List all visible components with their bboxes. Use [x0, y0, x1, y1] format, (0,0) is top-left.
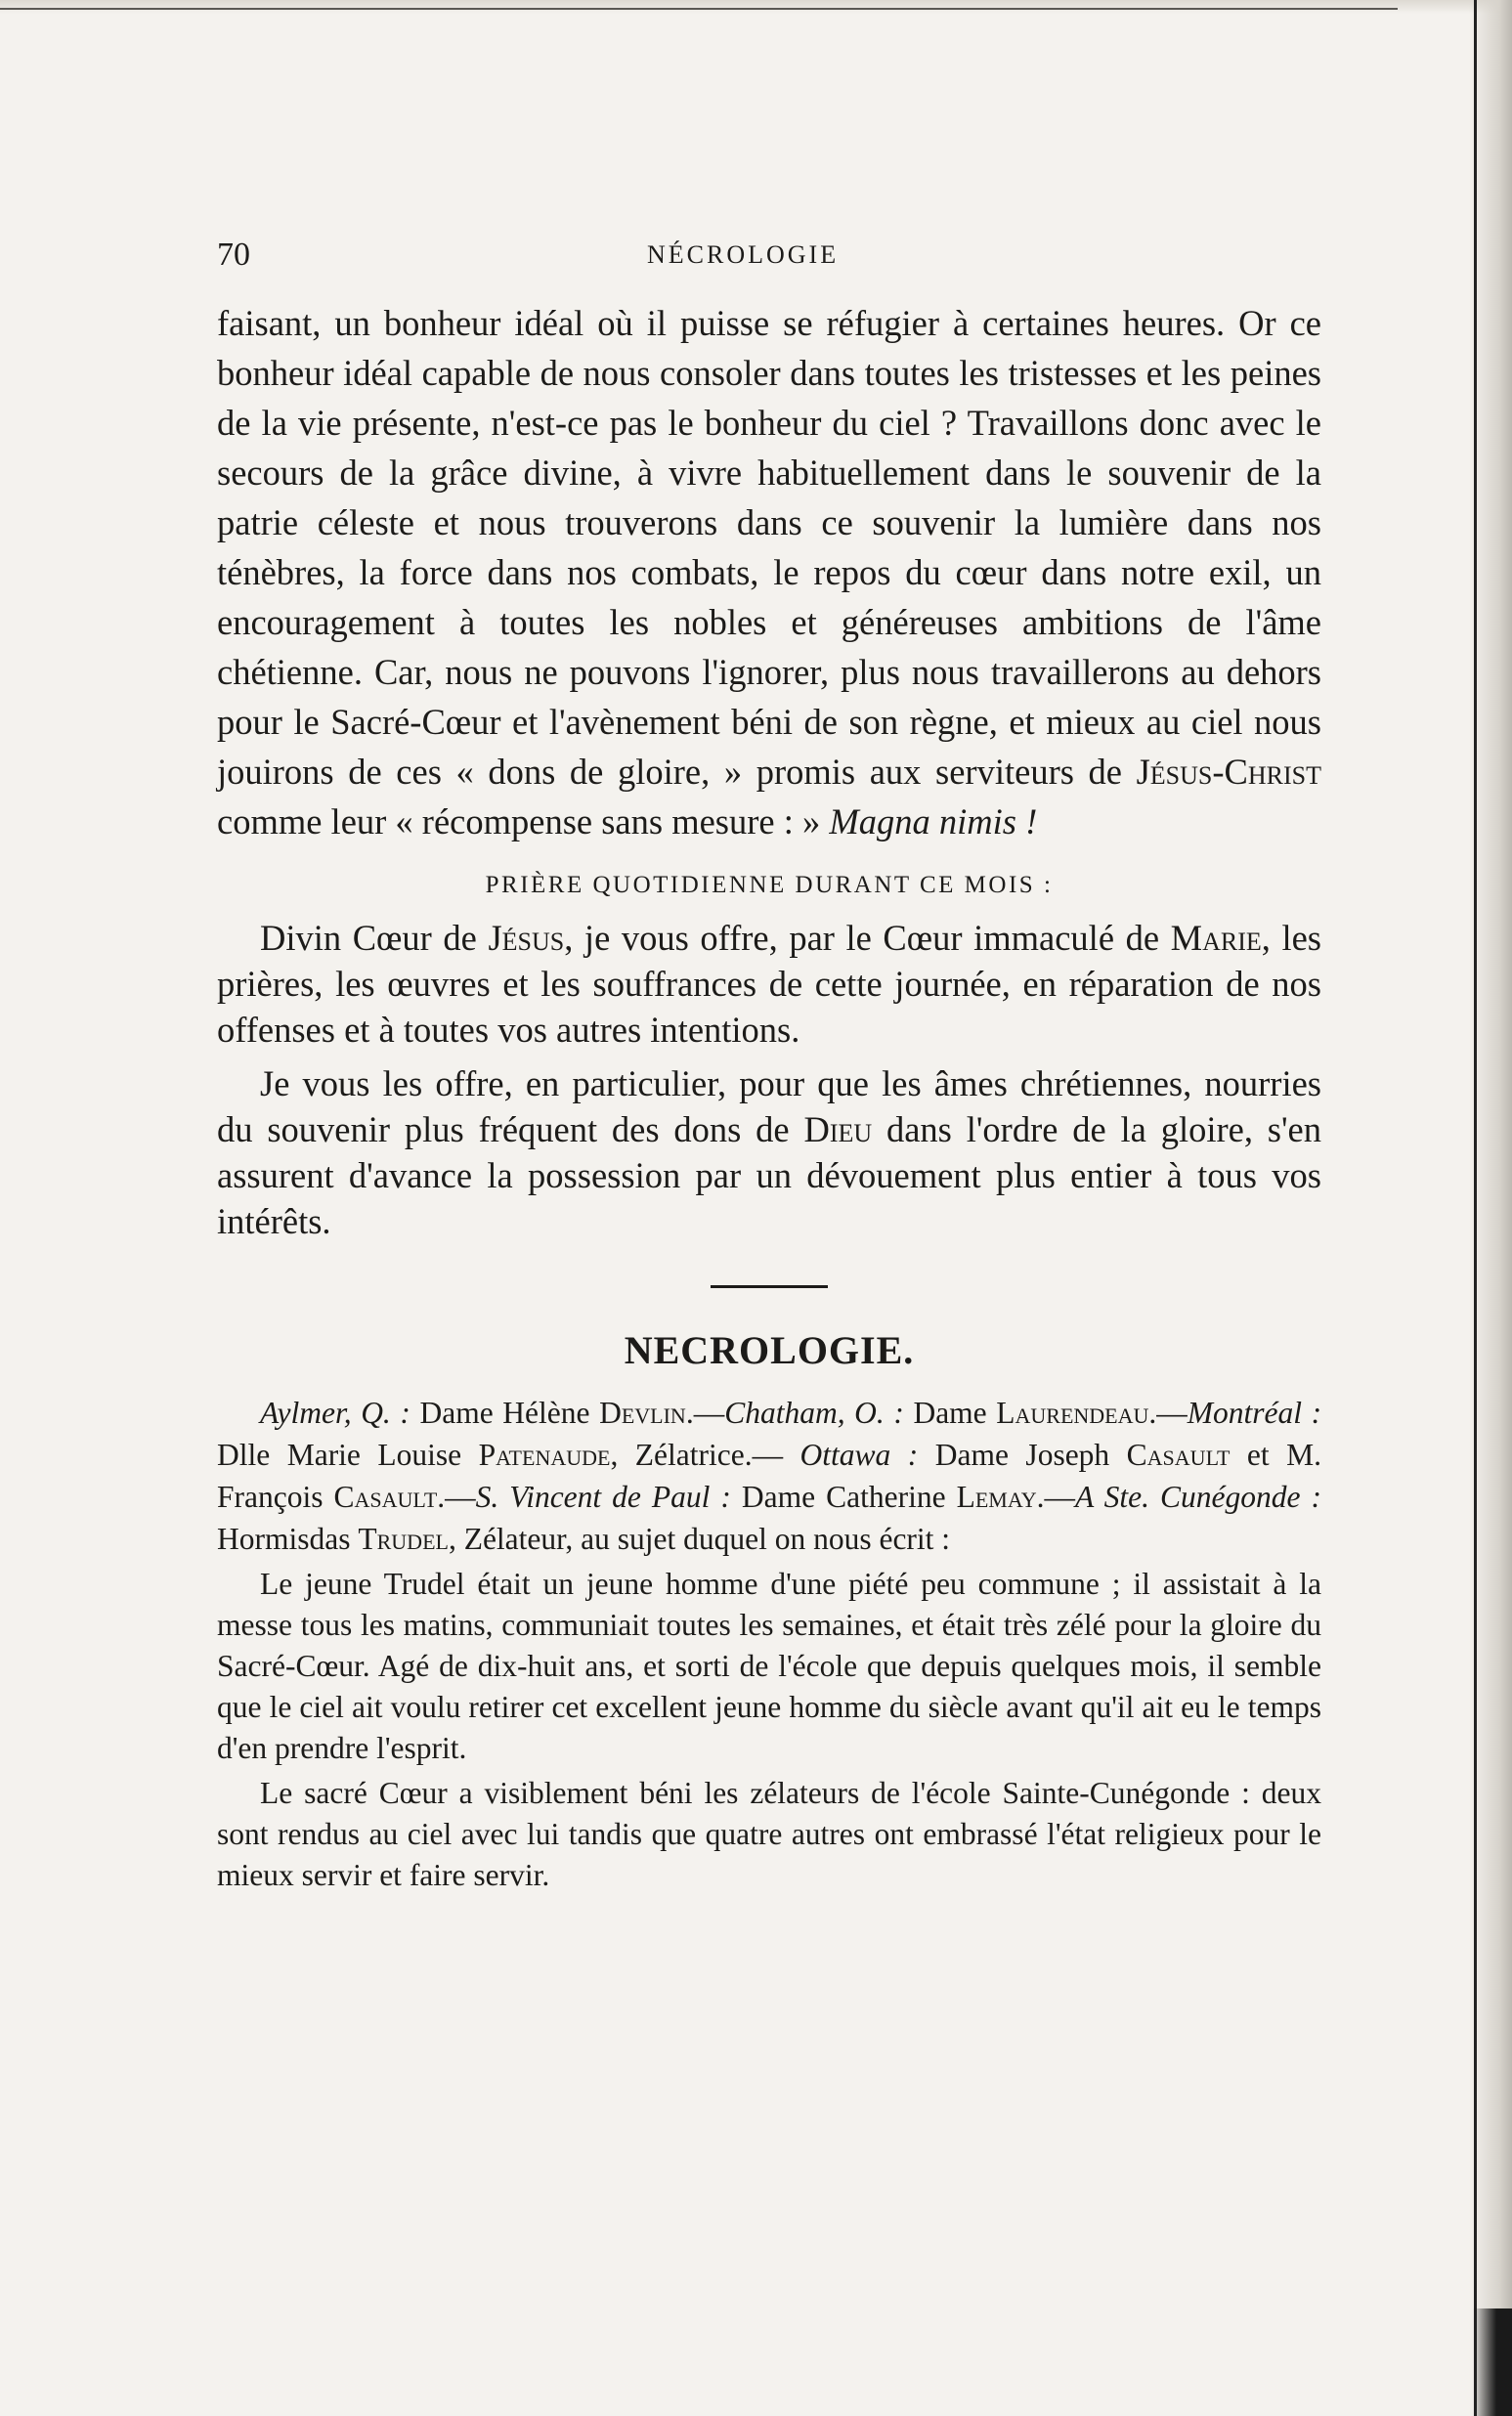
- surname-patenaude: Patenaude: [478, 1438, 611, 1472]
- surname-trudel: Trudel: [358, 1522, 449, 1556]
- obit-text: , Zélatrice.—: [610, 1438, 784, 1472]
- prayer-text: , je vous offre, par le Cœur immaculé de: [564, 918, 1160, 958]
- place-aylmer: Aylmer, Q. :: [260, 1396, 410, 1430]
- prayer-paragraph-2: [217, 1060, 1321, 1244]
- main-paragraph-text: faisant, un bonheur idéal où il puisse se réfugier à certaines heures. Or ce bonheur idéal capable de nous consoler dans toutes les tristesses et les peines de la vie présente, n'est-ce pas le bonheur du ciel ? Travaillons donc avec le secours de la grâce divine, à vivre habituellement dans le souvenir de la patrie céleste et nous trouverons dans ce souvenir la lumière dans nos ténèbres, la force dans nos combats, le repos du cœur dans notre exil, un encouragement à toutes les nobles et généreuses ambitions de l'âme chétienne. Car, nous ne pouvons l'ignorer, plus nous travaillerons au dehors pour le Sacré-Cœur et l'avènement béni de son règne, et mieux au ciel nous jouirons de ces « dons de gloire, » promis aux serviteurs de: [217, 303, 1321, 792]
- place-montreal: Montréal :: [1187, 1396, 1322, 1430]
- obituary-paragraph-3: Le sacré Cœur a visiblement béni les zélateurs de l'école Sainte-Cunégonde : deux sont rendus au ciel avec lui tandis que quatre autres ont embrassé l'état religieux pour le mieux servir et faire servir.: [217, 1776, 1321, 1892]
- surname-laurendeau: Laurendeau: [996, 1396, 1149, 1430]
- obit-sep: .—: [1148, 1396, 1188, 1430]
- prayer-text: Divin Cœur de: [260, 918, 477, 958]
- prayer-text: Je vous les offre, en particulier, pour que les âmes chrétiennes, nourries du souvenir plus fréquent des dons de: [217, 1063, 1321, 1149]
- prayer-text: dans l'ordre de la gloire, s'en assurent d'avance la possession par un dévouement plus entier à tous vos intérêts.: [217, 1109, 1322, 1241]
- surname-casault: Casault: [333, 1480, 438, 1514]
- book-page: [217, 0, 1331, 2416]
- running-head: [217, 237, 1331, 285]
- scan-corner-blot: [1473, 2308, 1512, 2416]
- obit-sep: .—: [437, 1480, 476, 1514]
- name-jesus-christ: Jésus-Christ: [1136, 752, 1321, 792]
- prayer-heading: PRIÈRE QUOTIDIENNE DURANT CE MOIS :: [485, 872, 1054, 898]
- place-st-vincent: S. Vincent de Paul :: [475, 1480, 731, 1514]
- page-number: 70: [217, 237, 250, 273]
- surname-devlin: Devlin: [599, 1396, 686, 1430]
- necrologie-heading: NECROLOGIE.: [624, 1328, 915, 1372]
- name-dieu: Dieu: [803, 1109, 873, 1149]
- name-marie: Marie: [1170, 918, 1262, 958]
- place-ste-cunegonde: A Ste. Cunégonde :: [1074, 1480, 1322, 1514]
- obit-text: Hormisdas: [217, 1522, 351, 1556]
- obit-text: Dame Joseph: [934, 1438, 1110, 1472]
- main-text: [217, 298, 1321, 846]
- surname-lemay: Lemay: [956, 1480, 1037, 1514]
- obit-text: , Zélateur, au sujet duquel on nous écrit :: [448, 1522, 951, 1556]
- obit-text: Dame: [913, 1396, 987, 1430]
- main-paragraph: [217, 298, 1321, 846]
- main-paragraph-end: comme leur « récompense sans mesure : »: [217, 801, 821, 841]
- section-divider: [711, 1285, 828, 1288]
- obit-text: Dame Catherine: [741, 1480, 946, 1514]
- surname-casault: Casault: [1126, 1438, 1231, 1472]
- prayer-paragraph-1: [217, 915, 1321, 1053]
- name-jesus: Jésus: [488, 918, 565, 958]
- prayer-text: , les prières, les œuvres et les souffrances de cette journée, en réparation de nos offenses et à toutes vos autres intentions.: [217, 918, 1322, 1050]
- obituary-entry: [217, 1392, 1321, 1560]
- obit-text: Dlle Marie Louise: [217, 1438, 462, 1472]
- body-text: [217, 298, 1321, 1896]
- running-title: NÉCROLOGIE: [647, 240, 840, 269]
- obit-text: Dame Hélène: [419, 1396, 590, 1430]
- obit-sep: .—: [1036, 1480, 1075, 1514]
- obit-sep: .—: [685, 1396, 725, 1430]
- prayer-section: [217, 915, 1321, 1244]
- latin-quote: Magna nimis !: [829, 801, 1038, 841]
- obituaries: [217, 1392, 1321, 1896]
- scan-right-edge: [1474, 0, 1477, 2416]
- place-chatham: Chatham, O. :: [724, 1396, 904, 1430]
- place-ottawa: Ottawa :: [799, 1438, 919, 1472]
- obituary-paragraph-2: Le jeune Trudel était un jeune homme d'une piété peu commune ; il assistait à la messe tous les matins, communiait toutes les semaines, et était très zélé pour la gloire du Sacré-Cœur. Agé de dix-huit ans, et sorti de l'école que depuis quelques mois, il semble que le ciel ait voulu retirer cet excellent jeune homme du siècle avant qu'il ait eu le temps d'en prendre l'esprit.: [217, 1567, 1321, 1765]
- obit-text: et M. François: [217, 1438, 1321, 1514]
